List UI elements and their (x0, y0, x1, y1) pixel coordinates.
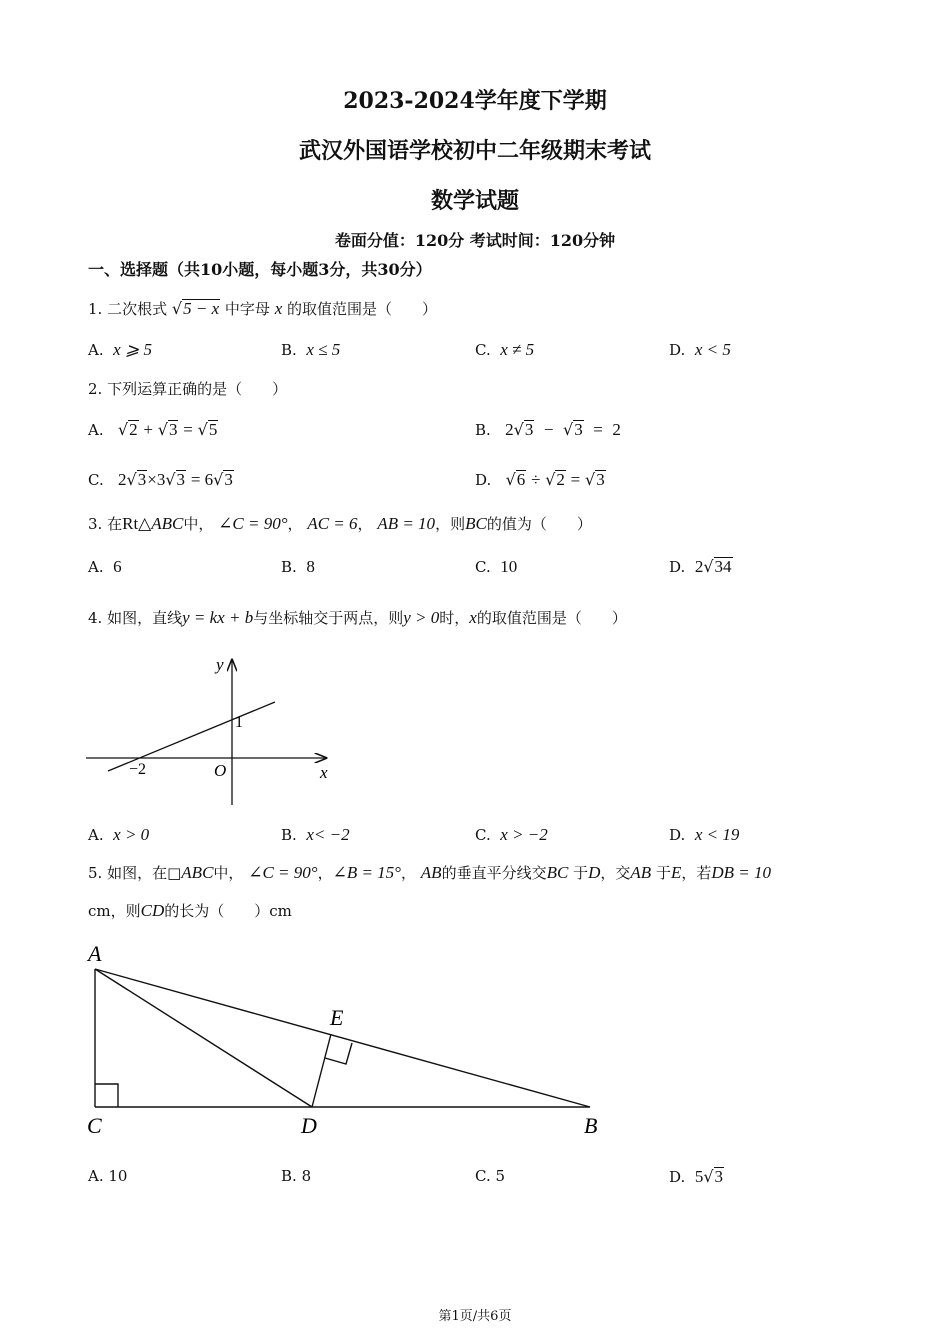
q3-option-d[interactable]: D. 2√34 (669, 557, 732, 576)
origin-label: O (214, 761, 227, 780)
page-number: 第1页/共6页 (438, 1309, 512, 1324)
vertex-c-label: C (87, 1113, 102, 1138)
question-5-line-2: cm，则CD的长为（ ）cm (88, 901, 292, 920)
q5-triangle-figure (80, 938, 620, 1143)
q1-option-d[interactable]: D. x < 5 (669, 340, 731, 359)
q5-option-a[interactable]: A. 10 (88, 1167, 128, 1185)
q2-option-a[interactable]: A. √2 + √3 = √5 (88, 420, 218, 439)
question-3: 3. 在Rt△ABC中， ∠C = 90°， AC = 6， AB = 10，则BC的值为（ ） (88, 514, 592, 533)
right-angle-mark-c (95, 1084, 118, 1107)
q5-option-b[interactable]: B. 8 (281, 1167, 312, 1185)
q2-option-c[interactable]: C. 2√3×3√3 = 6√3 (88, 470, 233, 489)
exam-year-title: 2023-2024学年度下学期 (343, 88, 607, 114)
q4-option-c[interactable]: C. x > −2 (475, 825, 548, 844)
right-angle-mark-e (325, 1043, 352, 1064)
question-4: 4. 如图，直线y = kx + b与坐标轴交于两点，则y > 0时，x的取值范围是（ ） (88, 608, 627, 627)
x-axis-label: x (320, 763, 328, 782)
y-axis-label: y (216, 655, 224, 674)
q3-option-a[interactable]: A. 6 (88, 557, 122, 576)
radicand: 5 − x (183, 299, 220, 318)
q4-option-b[interactable]: B. x< −2 (281, 825, 350, 844)
q1-option-c[interactable]: C. x ≠ 5 (475, 340, 535, 359)
q4-graph (80, 650, 340, 815)
side-ab (95, 969, 590, 1107)
subject-title: 数学试题 (430, 188, 519, 214)
question-number: 1. (88, 300, 103, 318)
exam-info: 卷面分值：120分 考试时间：120分钟 (334, 231, 616, 250)
point-d-label: D (301, 1113, 317, 1138)
q5-option-d[interactable]: D. 5√3 (669, 1167, 724, 1186)
question-2: 2. 下列运算正确的是（ ） (88, 380, 288, 398)
x-intercept-label: −2 (129, 761, 147, 778)
q4-option-a[interactable]: A. x > 0 (88, 825, 150, 844)
segment-de (312, 1034, 331, 1107)
vertex-a-label: A (88, 941, 102, 966)
point-e-label: E (330, 1005, 344, 1030)
q3-option-b[interactable]: B. 8 (281, 557, 315, 576)
q4-option-d[interactable]: D. x < 19 (669, 825, 740, 844)
vertex-b-label: B (584, 1113, 598, 1138)
q5-option-c[interactable]: C. 5 (475, 1167, 506, 1185)
question-1: 1. 二次根式 √5 − x 中字母 x 的取值范围是（ ） (88, 299, 438, 318)
question-5-line-1: 5. 如图，在□ABC中， ∠C = 90°，∠B = 15°， AB的垂直平分线交BC 于D，交AB 于E，若DB = 10 (88, 863, 772, 882)
y-intercept-label: 1 (235, 714, 243, 731)
q1-option-b[interactable]: B. x ≤ 5 (281, 340, 341, 359)
q3-option-c[interactable]: C. 10 (475, 557, 518, 576)
q2-option-b[interactable]: B. 2√3 − √3 = 2 (475, 420, 621, 439)
q2-option-d[interactable]: D. √6 ÷ √2 = √3 (475, 470, 605, 489)
segment-ad (95, 969, 312, 1107)
exam-school-title: 武汉外国语学校初中二年级期末考试 (298, 138, 651, 164)
section-title: 一、选择题（共10小题，每小题3分，共30分） (88, 260, 432, 279)
q1-option-a[interactable]: A. x ⩾ 5 (88, 340, 152, 359)
